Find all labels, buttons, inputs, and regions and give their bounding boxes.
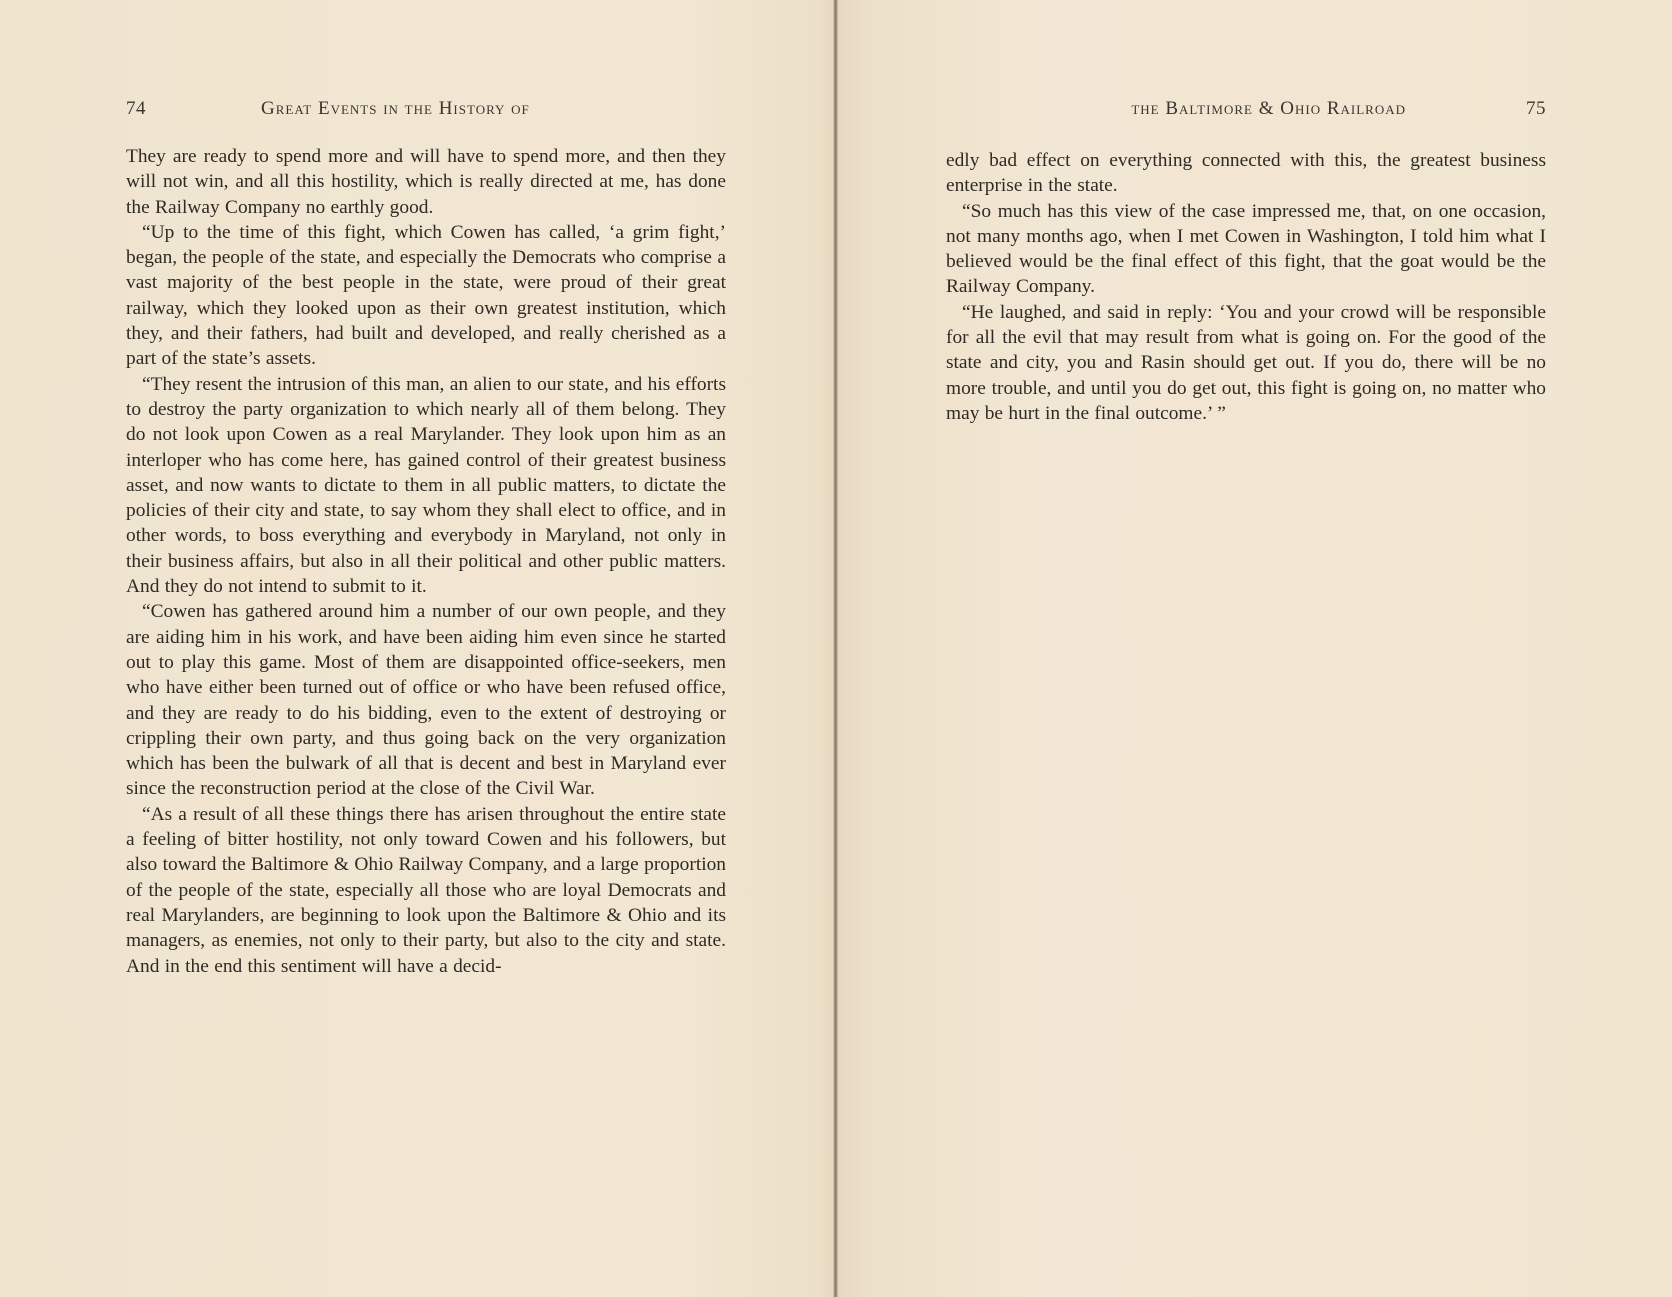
paragraph: “Cowen has gathered around him a number of our own people, and they are aiding him in his work, and have been aiding him even since he started out to play this game. Most of them are disappointed office-seekers, men who have either been turned out of office or who have been refused office, and they are ready to do his bidding, even to the extent of destroying or crippling their own party, and thus going back on the very organization which has been the bulwark of all that is decent and best in Maryland ever since the reconstruction period at the close of the Civil War.: [126, 601, 726, 800]
left-page-header: [126, 98, 726, 124]
paragraph: They are ready to spend more and will have to spend more, and then they will not win, and all this hostility, which is really directed at me, has done the Railway Company no earthly good.: [126, 146, 726, 218]
left-page: [0, 0, 833, 1297]
left-running-head: Great Events in the History of: [261, 98, 530, 119]
right-page-header: [946, 98, 1546, 124]
right-page-number: 75: [1526, 98, 1546, 119]
paragraph: edly bad effect on everything connected with this, the greatest business enterprise in the state.: [946, 150, 1546, 197]
left-page-body: [126, 144, 726, 979]
paragraph: “They resent the intrusion of this man, an alien to our state, and his efforts to destroy the party organization to which nearly all of them belong. They do not look upon Cowen as a real Marylander. They look upon him as an interloper who has come here, has gained control of their greatest business asset, and now wants to dictate to them in all public matters, to dictate the policies of their city and state, to say whom they shall elect to office, and in other words, to boss everything and everybody in Maryland, not only in their business affairs, but also in all their political and other public matters. And they do not intend to submit to it.: [126, 373, 726, 598]
paragraph: “He laughed, and said in reply: ‘You and your crowd will be responsible for all the evil that may result from what is going on. For the good of the state and city, you and Rasin should get out. If you do, there will be no more trouble, and until you do get out, this fight is going on, no matter who may be hurt in the final outcome.’ ”: [946, 301, 1546, 424]
right-page-body: [946, 148, 1546, 426]
right-page: [838, 0, 1672, 1297]
paragraph: “As a result of all these things there has arisen throughout the entire state a feeling of bitter hostility, not only toward Cowen and his followers, but also toward the Baltimore & Ohio Railway Company, and a large proportion of the people of the state, especially all those who are loyal Democrats and real Marylanders, are beginning to look upon the Baltimore & Ohio and its managers, as enemies, not only to their party, but also to the city and state. And in the end this sentiment will have a decid-: [126, 803, 726, 977]
right-running-head: the Baltimore & Ohio Railroad: [1131, 98, 1406, 119]
paragraph: “So much has this view of the case impressed me, that, on one occasion, not many months ago, when I met Cowen in Washington, I told him what I believed would be the final effect of this fight, that the goat would be the Railway Company.: [946, 200, 1546, 298]
left-page-number: 74: [126, 98, 146, 119]
paragraph: “Up to the time of this fight, which Cowen has called, ‘a grim fight,’ began, the people of the state, and especially the Democrats who comprise a vast majority of the best people in the state, were proud of their great railway, which they looked upon as their own greatest institution, which they, and their fathers, had built and developed, and really cherished as a part of the state’s assets.: [126, 221, 726, 370]
